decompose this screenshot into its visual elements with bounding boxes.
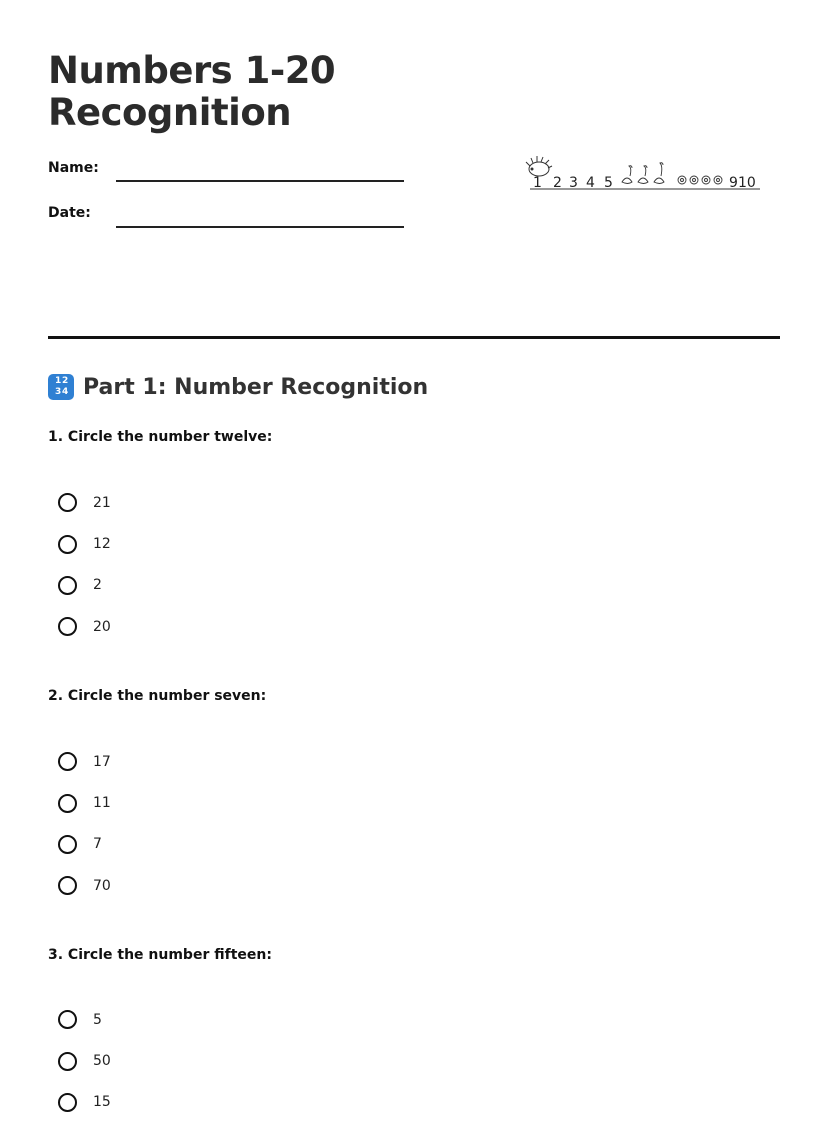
number-line-label: 1 bbox=[533, 175, 542, 191]
radio-button[interactable] bbox=[58, 794, 77, 813]
option-label: 7 bbox=[93, 836, 102, 853]
title-line-1: Numbers 1-20 bbox=[48, 49, 336, 92]
option-label: 11 bbox=[93, 795, 111, 812]
radio-button[interactable] bbox=[58, 535, 77, 554]
option-label: 2 bbox=[93, 577, 102, 594]
answer-option[interactable] bbox=[58, 1040, 111, 1081]
radio-button[interactable] bbox=[58, 752, 77, 771]
option-label: 21 bbox=[93, 494, 111, 511]
radio-button[interactable] bbox=[58, 576, 77, 595]
number-line-label: 5 bbox=[604, 175, 613, 191]
number-line-label: 9 bbox=[729, 175, 738, 191]
answer-option[interactable] bbox=[58, 741, 111, 782]
section-divider bbox=[48, 336, 780, 339]
option-label: 50 bbox=[93, 1053, 111, 1070]
ducks-icon bbox=[622, 163, 664, 184]
date-label: Date: bbox=[48, 205, 91, 221]
option-label: 17 bbox=[93, 753, 111, 770]
question-2-options bbox=[58, 741, 111, 907]
option-label: 5 bbox=[93, 1011, 102, 1028]
answer-option[interactable] bbox=[58, 565, 111, 606]
answer-option[interactable] bbox=[58, 1082, 111, 1123]
title-line-2: Recognition bbox=[48, 91, 292, 134]
answer-option[interactable] bbox=[58, 999, 111, 1040]
number-line-label: 2 bbox=[553, 175, 562, 191]
option-label: 15 bbox=[93, 1094, 111, 1111]
name-field[interactable] bbox=[116, 180, 404, 182]
answer-option[interactable] bbox=[58, 865, 111, 906]
question-2-prompt: 2. Circle the number seven: bbox=[48, 688, 267, 704]
radio-button[interactable] bbox=[58, 493, 77, 512]
worksheet-title bbox=[48, 50, 468, 134]
radio-button[interactable] bbox=[58, 1010, 77, 1029]
number-line-label: 10 bbox=[738, 175, 756, 191]
date-field[interactable] bbox=[116, 226, 404, 228]
name-label: Name: bbox=[48, 160, 99, 176]
option-label: 70 bbox=[93, 877, 111, 894]
question-1-options bbox=[58, 482, 111, 648]
radio-button[interactable] bbox=[58, 835, 77, 854]
radio-button[interactable] bbox=[58, 1052, 77, 1071]
hedgehog-icon bbox=[526, 156, 552, 176]
question-3-options bbox=[58, 999, 111, 1123]
number-line-label: 3 bbox=[569, 175, 578, 191]
radio-button[interactable] bbox=[58, 617, 77, 636]
answer-option[interactable] bbox=[58, 782, 111, 823]
option-label: 12 bbox=[93, 536, 111, 553]
answer-option[interactable] bbox=[58, 482, 111, 523]
answer-option[interactable] bbox=[58, 606, 111, 647]
number-line-illustration bbox=[522, 154, 762, 194]
answer-option[interactable] bbox=[58, 523, 111, 564]
question-1-prompt: 1. Circle the number twelve: bbox=[48, 429, 273, 445]
radio-button[interactable] bbox=[58, 876, 77, 895]
question-3-prompt: 3. Circle the number fifteen: bbox=[48, 947, 272, 963]
answer-option[interactable] bbox=[58, 824, 111, 865]
part1-heading bbox=[48, 374, 428, 400]
option-label: 20 bbox=[93, 618, 111, 635]
flowers-icon bbox=[678, 176, 722, 184]
radio-button[interactable] bbox=[58, 1093, 77, 1112]
input-numbers-icon: 1 2 3 4 bbox=[48, 374, 74, 400]
part1-title: Part 1: Number Recognition bbox=[83, 374, 429, 400]
number-line-label: 4 bbox=[586, 175, 595, 191]
